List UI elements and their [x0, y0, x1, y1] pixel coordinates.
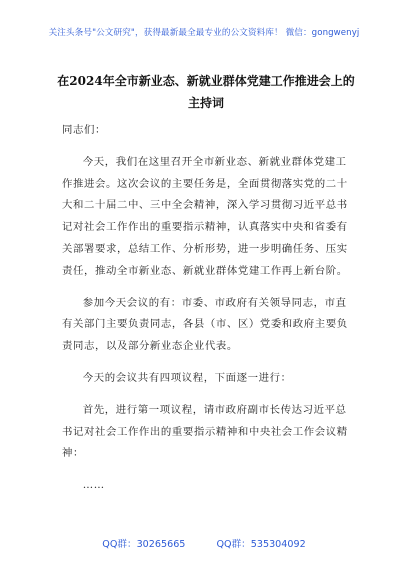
- paragraph-first-item: 首先，进行第一项议程，请市政府副市长传达习近平总书记对社会工作作出的重要指示精神和中央社会工作会议精神：: [62, 403, 348, 460]
- footer-contact: [0, 536, 408, 550]
- salutation: 同志们：: [62, 124, 106, 136]
- footer-qq-group-1: QQ群：30265665: [102, 539, 186, 550]
- paragraph-ellipsis: ……: [82, 479, 105, 492]
- paragraph-attendees: 参加今天会议的有：市委、市政府有关领导同志，市直有关部门主要负责同志，各县（市、区）党委和政府主要负责同志，以及部分新业态企业代表。: [62, 296, 348, 353]
- document-body: [62, 120, 352, 507]
- footer-qq-group-2: QQ群：535304092: [216, 539, 306, 550]
- paragraph-agenda: 今天的会议共有四项议程，下面逐一进行：: [82, 371, 292, 384]
- document-title: 在2024年全市新业态、新就业群体党建工作推进会上的主持词: [57, 74, 355, 110]
- paragraph-intro: 今天，我们在这里召开全市新业态、新就业群体党建工作推进会。这次会议的主要任务是，全面贯彻落实党的二十大和二十届二中、三中全会精神，深入学习贯彻习近平总书记对社会工作作出的重要指示精神，认真落实中央和省委有关部署要求，总结工作、分析形势，进一步明确任务、压实责任，推动全市新业态、新就业群体党建工作再上新台阶。: [62, 155, 348, 277]
- header-promo-note: 关注头条号"公文研究"，获得最新最全最专业的公文资料库！ 微信：gongwenyj: [48, 28, 360, 38]
